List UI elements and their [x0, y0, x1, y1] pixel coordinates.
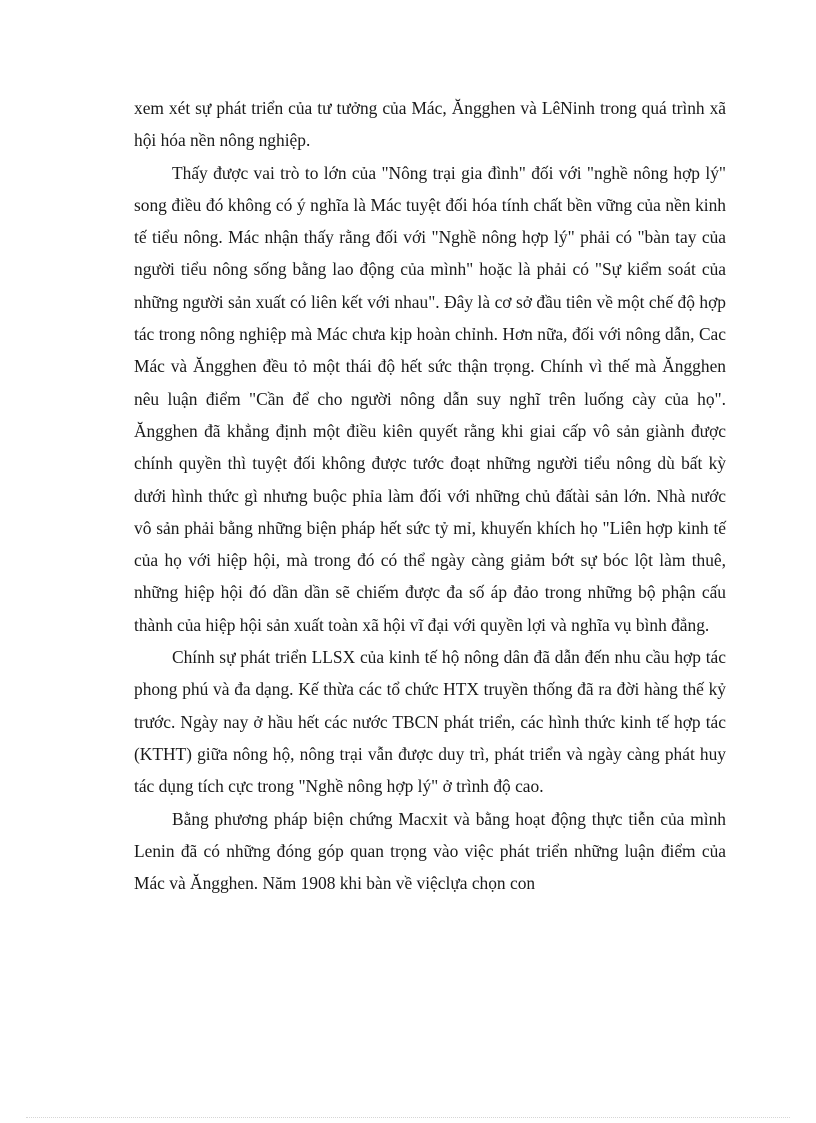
- paragraph-cooperation: Chính sự phát triển LLSX của kinh tế hộ nông dân đã dẫn đến nhu cầu hợp tác phong phú và đa dạng. Kế thừa các tổ chức HTX truyền thống đã ra đời hàng thế kỷ trước. Ngày nay ở hầu hết các nước TBCN phát triển, các hình thức kinh tế hợp tác (KTHT) giữa nông hộ, nông trại vẫn được duy trì, phát triển và ngày càng phát huy tác dụng tích cực trong "Nghề nông hợp lý" ở trình độ cao.: [134, 647, 726, 797]
- document-body: [134, 92, 726, 899]
- paragraph-continuation: xem xét sự phát triển của tư tưởng của Mác, Ăngghen và LêNinh trong quá trình xã hội hóa nền nông nghiệp.: [134, 98, 726, 151]
- page-bottom-rule: [26, 1117, 790, 1118]
- paragraph-family-farm: Thấy được vai trò to lớn của "Nông trại gia đình" đối với "nghề nông hợp lý" song điều đó không có ý nghĩa là Mác tuyệt đối hóa tính chất bền vững của nền kinh tế tiểu nông. Mác nhận thấy rằng đối với "Nghề nông hợp lý" phải có "bàn tay của người tiểu nông sống bằng lao động của mình" hoặc là phải có "Sự kiểm soát của những người sản xuất có liên kết với nhau". Đây là cơ sở đầu tiên về một chế độ hợp tác trong nông nghiệp mà Mác chưa kịp hoàn chỉnh. Hơn nữa, đối với nông dẫn, Cac Mác và Ăngghen đều tỏ một thái độ hết sức thận trọng. Chính vì thế mà Ăngghen nêu luận điểm "Cần để cho người nông dẫn suy nghĩ trên luống cày của họ". Ăngghen đã khẳng định một điều kiên quyết rằng khi giai cấp vô sản giành được chính quyền thì tuyệt đối không được tước đoạt những người tiểu nông dù bất kỳ dưới hình thức gì nhưng buộc phỉa làm đối với những chủ đấtài sản lớn. Nhà nước vô sản phải bằng những biện pháp hết sức tỷ mỉ, khuyến khích họ "Liên hợp kinh tế của họ với hiệp hội, mà trong đó có thể ngày càng giảm bớt sự bóc lột làm thuê, những hiệp hội đó dần dần sẽ chiếm được đa số áp đảo trong những bộ phận cấu thành của hiệp hội sản xuất toàn xã hội vĩ đại với quyền lợi và nghĩa vụ bình đẳng.: [134, 162, 726, 635]
- paragraph-lenin: Bằng phương pháp biện chứng Macxit và bằng hoạt động thực tiễn của mình Lenin đã có những đóng góp quan trọng vào việc phát triển những luận điểm của Mác và Ăngghen. Năm 1908 khi bàn về việclựa chọn con: [134, 808, 726, 894]
